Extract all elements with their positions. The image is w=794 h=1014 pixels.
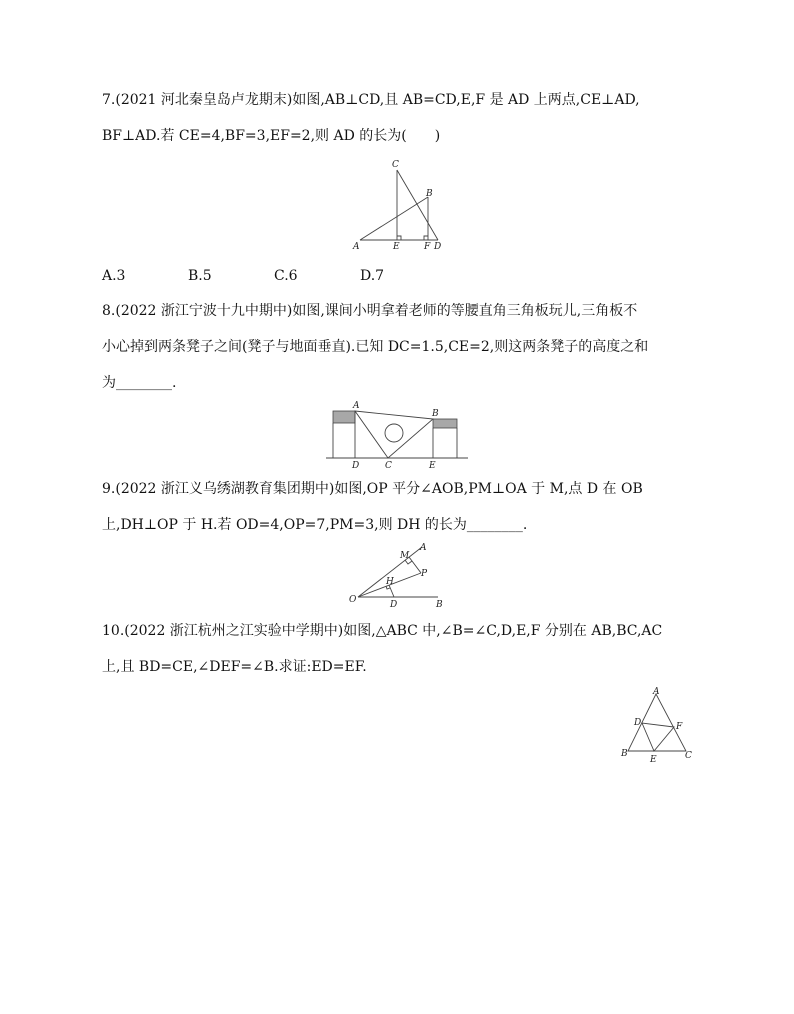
q9-label-m: M <box>400 551 410 561</box>
q7-right-angle-f <box>424 236 428 240</box>
q8-text-line-2: 小心掉到两条凳子之间(凳子与地面垂直).已知 DC=1.5,CE=2,则这两条凳子的高度之和 <box>102 339 649 355</box>
q10-label-d: D <box>634 718 642 728</box>
q9-label-a: A <box>420 543 427 553</box>
q7-choice-a[interactable]: A.3 <box>102 268 126 284</box>
q8-triangle-hole <box>385 424 403 442</box>
q7-label-a: A <box>353 242 360 252</box>
q9-text-line-1: 9.(2022 浙江义乌绣湖教育集团期中)如图,OP 平分∠AOB,PM⊥OA 于 M,点 D 在 OB <box>102 481 643 497</box>
q8-label-d: D <box>352 461 360 471</box>
q8-text-line-3: 为________. <box>102 375 177 391</box>
q10-label-a: A <box>653 687 660 697</box>
q8-left-stool-top <box>333 411 355 423</box>
q9-segment-pm <box>409 557 421 573</box>
q10-text-line-1: 10.(2022 浙江杭州之江实验中学期中)如图,△ABC 中,∠B=∠C,D,E,F 分别在 AB,BC,AC <box>102 623 663 639</box>
q7-segment-ab <box>360 197 428 240</box>
q7-label-b: B <box>426 189 433 199</box>
q9-label-o: O <box>349 595 357 605</box>
q7-label-f: F <box>424 242 431 252</box>
q7-choice-b[interactable]: B.5 <box>188 268 212 284</box>
q8-label-e: E <box>429 461 436 471</box>
q8-label-c: C <box>385 461 392 471</box>
q9-label-p: P <box>421 569 428 579</box>
q7-text-line-2: BF⊥AD.若 CE=4,BF=3,EF=2,则 AD 的长为( ) <box>102 128 441 144</box>
q7-label-e: E <box>393 242 400 252</box>
q7-figure <box>350 156 450 254</box>
q10-label-e: E <box>650 755 657 765</box>
q10-triangle-def <box>642 723 674 751</box>
q7-label-d: D <box>434 242 442 252</box>
q7-label-c: C <box>392 160 399 170</box>
q9-label-d: D <box>390 600 398 610</box>
q9-figure <box>346 538 452 610</box>
q8-triangle-board <box>355 411 433 458</box>
q8-text-line-1: 8.(2022 浙江宁波十九中期中)如图,课间小明拿着老师的等腰直角三角板玩儿,三角板不 <box>102 303 638 319</box>
q10-figure <box>618 685 698 765</box>
q8-label-b: B <box>432 409 439 419</box>
q7-choice-c[interactable]: C.6 <box>274 268 298 284</box>
q10-label-b: B <box>621 749 628 759</box>
q9-label-b: B <box>436 600 443 610</box>
q7-right-angle-e <box>397 236 401 240</box>
q7-text-line-1: 7.(2021 河北秦皇岛卢龙期末)如图,AB⊥CD,且 AB=CD,E,F 是 AD 上两点,CE⊥AD, <box>102 92 640 108</box>
q7-segment-cd <box>397 170 438 240</box>
q10-label-f: F <box>676 722 683 732</box>
q7-choice-d[interactable]: D.7 <box>360 268 385 284</box>
q10-text-line-2: 上,且 BD=CE,∠DEF=∠B.求证:ED=EF. <box>102 659 367 675</box>
q9-ray-oa <box>358 547 422 597</box>
q9-text-line-2: 上,DH⊥OP 于 H.若 OD=4,OP=7,PM=3,则 DH 的长为________. <box>102 517 528 533</box>
q9-label-h: H <box>386 577 394 587</box>
q10-label-c: C <box>685 751 692 761</box>
q8-label-a: A <box>353 401 360 411</box>
q8-figure <box>322 400 472 472</box>
q8-right-stool-top <box>433 419 457 428</box>
